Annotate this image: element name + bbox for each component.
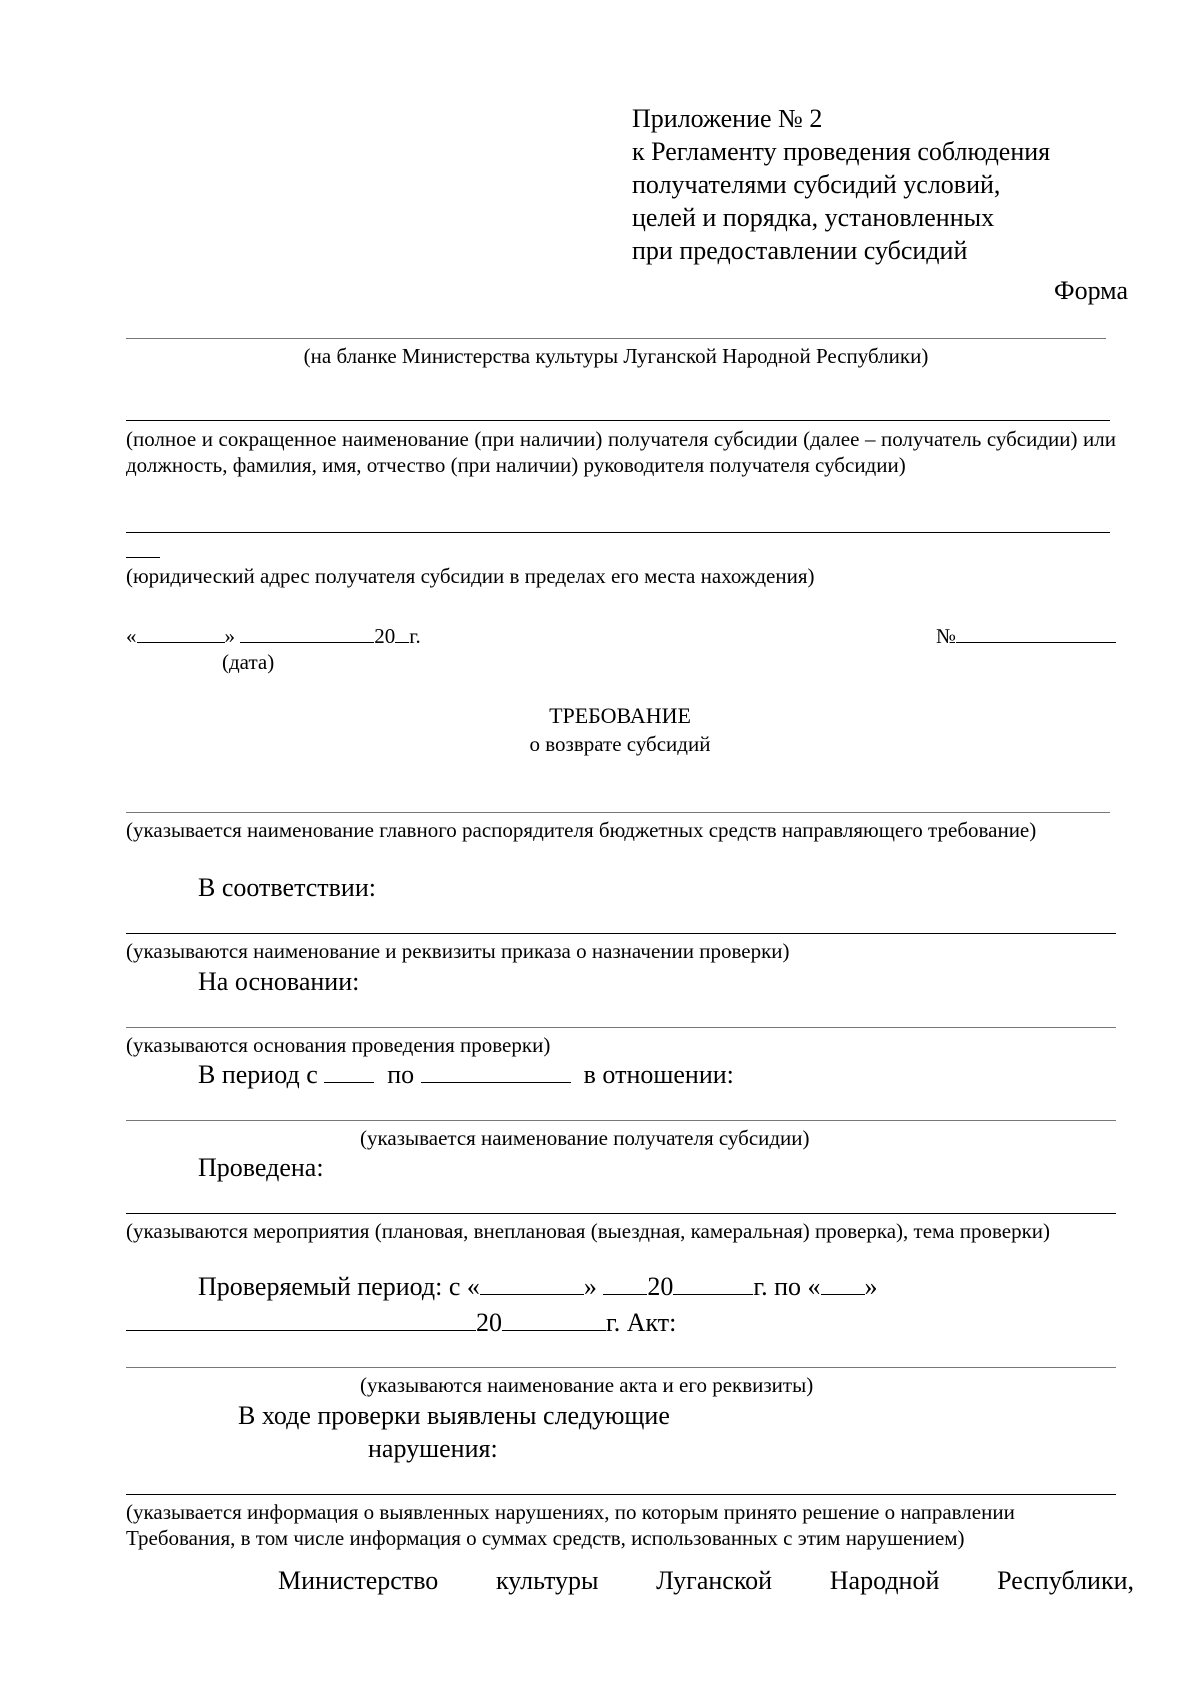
checked-to-day-blank xyxy=(821,1274,865,1295)
distributor-line xyxy=(126,812,1110,813)
checked-month-blank xyxy=(603,1274,647,1295)
annex-line: целей и порядка, установленных xyxy=(632,203,995,232)
period-line xyxy=(198,1060,734,1090)
ministry-line xyxy=(278,1566,1134,1596)
act-year-blank xyxy=(502,1310,606,1331)
checked-year: 20 xyxy=(647,1272,674,1301)
date-year-prefix: 20 xyxy=(374,624,396,648)
recipient-line xyxy=(126,420,1110,421)
number-blank xyxy=(956,622,1116,643)
letterhead-note: (на бланке Министерства культуры Луганской Народной Республики) xyxy=(303,344,929,368)
recipient-name-note: (указывается наименование получателя субсидии) xyxy=(360,1126,810,1150)
checked-year-blank xyxy=(673,1274,753,1295)
number-sign: № xyxy=(936,624,957,648)
document-title: ТРЕБОВАНИЕ xyxy=(549,703,691,728)
distributor-note: (указывается наименование главного распорядителя бюджетных средств направляющего требование) xyxy=(126,818,1037,842)
act-line xyxy=(126,1308,676,1338)
ministry-word: Луганской xyxy=(656,1566,773,1595)
address-note: (юридический адрес получателя субсидии в пределах его места нахождения) xyxy=(126,564,815,588)
date-year-blank xyxy=(395,622,409,643)
ministry-word: Министерство xyxy=(278,1566,439,1595)
violations-line xyxy=(126,1494,1116,1495)
violations-label-2: нарушения: xyxy=(368,1434,498,1463)
address-line xyxy=(126,532,1110,533)
act-line-rule xyxy=(126,1367,1116,1368)
annex-line: получателями субсидий условий, xyxy=(632,170,1001,199)
checked-day-blank xyxy=(480,1274,584,1295)
date-field xyxy=(126,622,421,649)
period-to-label: по xyxy=(387,1060,415,1089)
in-accordance-label: В соответствии: xyxy=(198,873,376,902)
on-basis-label: На основании: xyxy=(198,967,360,996)
date-month-blank xyxy=(240,622,374,643)
address-line-tail xyxy=(126,557,160,558)
period-to-blank xyxy=(421,1062,571,1083)
order-note: (указываются наименование и реквизиты приказа о назначении проверки) xyxy=(126,939,790,963)
annex-line: при предоставлении субсидий xyxy=(632,236,968,265)
basis-line xyxy=(126,1027,1116,1028)
checked-period-line xyxy=(198,1272,878,1302)
ministry-word: культуры xyxy=(496,1566,599,1595)
date-open-quote: « xyxy=(126,624,137,648)
violations-label-1: В ходе проверки выявлены следующие xyxy=(238,1401,670,1430)
period-from-blank xyxy=(324,1062,374,1083)
checked-period-label: Проверяемый период: с « xyxy=(198,1272,480,1301)
act-year: 20 xyxy=(476,1308,502,1337)
annex-line: Приложение № 2 xyxy=(632,104,823,133)
act-month-blank xyxy=(126,1310,476,1331)
annex-line: к Регламенту проведения соблюдения xyxy=(632,137,1051,166)
act-note: (указываются наименование акта и его реквизиты) xyxy=(360,1373,814,1397)
annex-heading xyxy=(632,102,1050,267)
conducted-label: Проведена: xyxy=(198,1153,324,1182)
ministry-word: Республики, xyxy=(997,1566,1135,1595)
date-note: (дата) xyxy=(222,650,275,674)
checked-close-quote: » xyxy=(583,1272,597,1301)
checked-to-close-quote: » xyxy=(864,1272,878,1301)
letterhead-line xyxy=(126,338,1106,339)
recipient-note: (полное и сокращенное наименование (при наличии) получателя субсидии (далее – получатель субсидии) или должность, фамилия, имя, отчество (при наличии) руководителя получателя субсидии) xyxy=(126,427,1116,477)
order-line xyxy=(126,933,1116,934)
activities-line xyxy=(126,1213,1116,1214)
violations-note: (указывается информация о выявленных нарушениях, по которым принято решение о направлении Требования, в том числе информация о суммах средств, использованных с этим нарушением) xyxy=(126,1500,1015,1550)
document-subtitle: о возврате субсидий xyxy=(529,732,711,756)
activities-note: (указываются мероприятия (плановая, внеплановая (выездная, камеральная) проверка), тема проверки) xyxy=(126,1219,1051,1243)
ministry-word: Народной xyxy=(829,1566,940,1595)
date-close-quote: » xyxy=(224,624,235,648)
date-day-blank xyxy=(137,622,225,643)
number-field xyxy=(936,622,1116,649)
basis-note: (указываются основания проведения проверки) xyxy=(126,1033,551,1057)
date-year-suffix: г. xyxy=(409,624,421,648)
period-regarding-label: в отношении: xyxy=(583,1060,734,1089)
period-from-label: В период с xyxy=(198,1060,318,1089)
checked-year-to: г. по « xyxy=(753,1272,821,1301)
act-label: г. Акт: xyxy=(606,1308,677,1337)
form-label: Форма xyxy=(1054,276,1128,305)
recipient-name-line xyxy=(126,1120,1116,1121)
